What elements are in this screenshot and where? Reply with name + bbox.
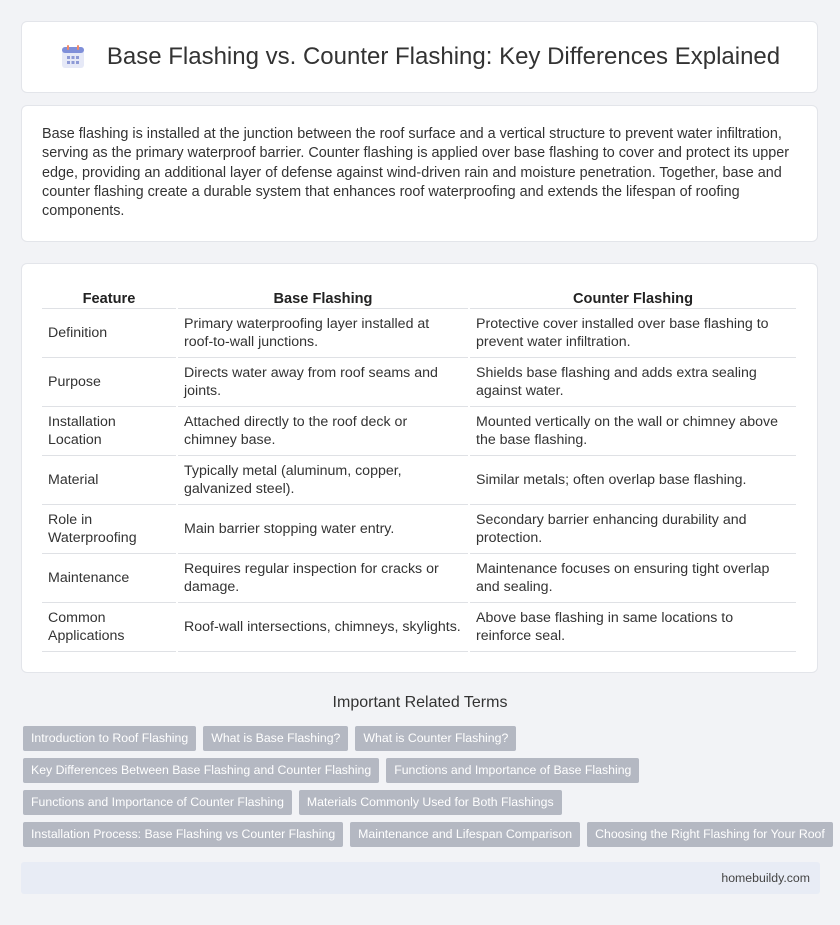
table-row (42, 554, 796, 603)
related-term-link[interactable]: What is Counter Flashing? (355, 726, 516, 751)
calendar-icon (59, 43, 87, 71)
counter-cell: Protective cover installed over base flashing to prevent water infiltration. (470, 309, 796, 358)
related-term-link[interactable]: Key Differences Between Base Flashing and Counter Flashing (23, 758, 379, 783)
counter-cell: Above base flashing in same locations to reinforce seal. (470, 603, 796, 652)
column-header-feature: Feature (42, 286, 176, 309)
column-header-counter: Counter Flashing (470, 286, 796, 309)
tag-row (23, 726, 823, 751)
intro-card (21, 105, 818, 242)
table-row (42, 407, 796, 456)
tag-row (23, 790, 823, 815)
footer (21, 862, 820, 894)
related-term-link[interactable]: Functions and Importance of Base Flashing (386, 758, 639, 783)
feature-cell: Material (42, 456, 176, 505)
related-term-link[interactable]: Maintenance and Lifespan Comparison (350, 822, 580, 847)
tag-row (23, 822, 823, 847)
comparison-card (21, 263, 818, 673)
counter-cell: Mounted vertically on the wall or chimney above the base flashing. (470, 407, 796, 456)
title-card (21, 21, 818, 93)
feature-cell: Purpose (42, 358, 176, 407)
base-cell: Requires regular inspection for cracks or damage. (178, 554, 468, 603)
footer-site-link[interactable]: homebuildy.com (721, 871, 810, 885)
table-row (42, 358, 796, 407)
table-header-row (42, 286, 796, 309)
table-row (42, 603, 796, 652)
related-term-link[interactable]: Materials Commonly Used for Both Flashings (299, 790, 562, 815)
base-cell: Main barrier stopping water entry. (178, 505, 468, 554)
page-title: Base Flashing vs. Counter Flashing: Key Differences Explained (106, 43, 781, 70)
related-terms-heading: Important Related Terms (332, 694, 508, 711)
tag-row (23, 758, 823, 783)
related-terms-list (23, 726, 823, 854)
related-term-link[interactable]: Choosing the Right Flashing for Your Roof (587, 822, 833, 847)
related-term-link[interactable]: Installation Process: Base Flashing vs Counter Flashing (23, 822, 343, 847)
base-cell: Typically metal (aluminum, copper, galvanized steel). (178, 456, 468, 505)
counter-cell: Maintenance focuses on ensuring tight overlap and sealing. (470, 554, 796, 603)
feature-cell: Installation Location (42, 407, 176, 456)
feature-cell: Common Applications (42, 603, 176, 652)
comparison-table (40, 286, 798, 652)
column-header-base: Base Flashing (178, 286, 468, 309)
base-cell: Attached directly to the roof deck or chimney base. (178, 407, 468, 456)
table-row (42, 505, 796, 554)
counter-cell: Similar metals; often overlap base flashing. (470, 456, 796, 505)
counter-cell: Shields base flashing and adds extra sealing against water. (470, 358, 796, 407)
base-cell: Directs water away from roof seams and joints. (178, 358, 468, 407)
feature-cell: Maintenance (42, 554, 176, 603)
base-cell: Primary waterproofing layer installed at roof-to-wall junctions. (178, 309, 468, 358)
counter-cell: Secondary barrier enhancing durability and protection. (470, 505, 796, 554)
related-term-link[interactable]: Introduction to Roof Flashing (23, 726, 196, 751)
related-term-link[interactable]: What is Base Flashing? (203, 726, 348, 751)
feature-cell: Definition (42, 309, 176, 358)
table-row (42, 309, 796, 358)
intro-text: Base flashing is installed at the junction between the roof surface and a vertical structure to prevent water infiltration, serving as the primary waterproof barrier. Counter flashing is applied over base flashing to cover and protect its upper edge, providing an additional layer of defense against wind-driven rain and moisture penetration. Together, base and counter flashing create a durable system that enhances roof waterproofing and extends the lifespan of roofing components. (42, 126, 790, 220)
table-row (42, 456, 796, 505)
base-cell: Roof-wall intersections, chimneys, skylights. (178, 603, 468, 652)
related-term-link[interactable]: Functions and Importance of Counter Flashing (23, 790, 292, 815)
feature-cell: Role in Waterproofing (42, 505, 176, 554)
